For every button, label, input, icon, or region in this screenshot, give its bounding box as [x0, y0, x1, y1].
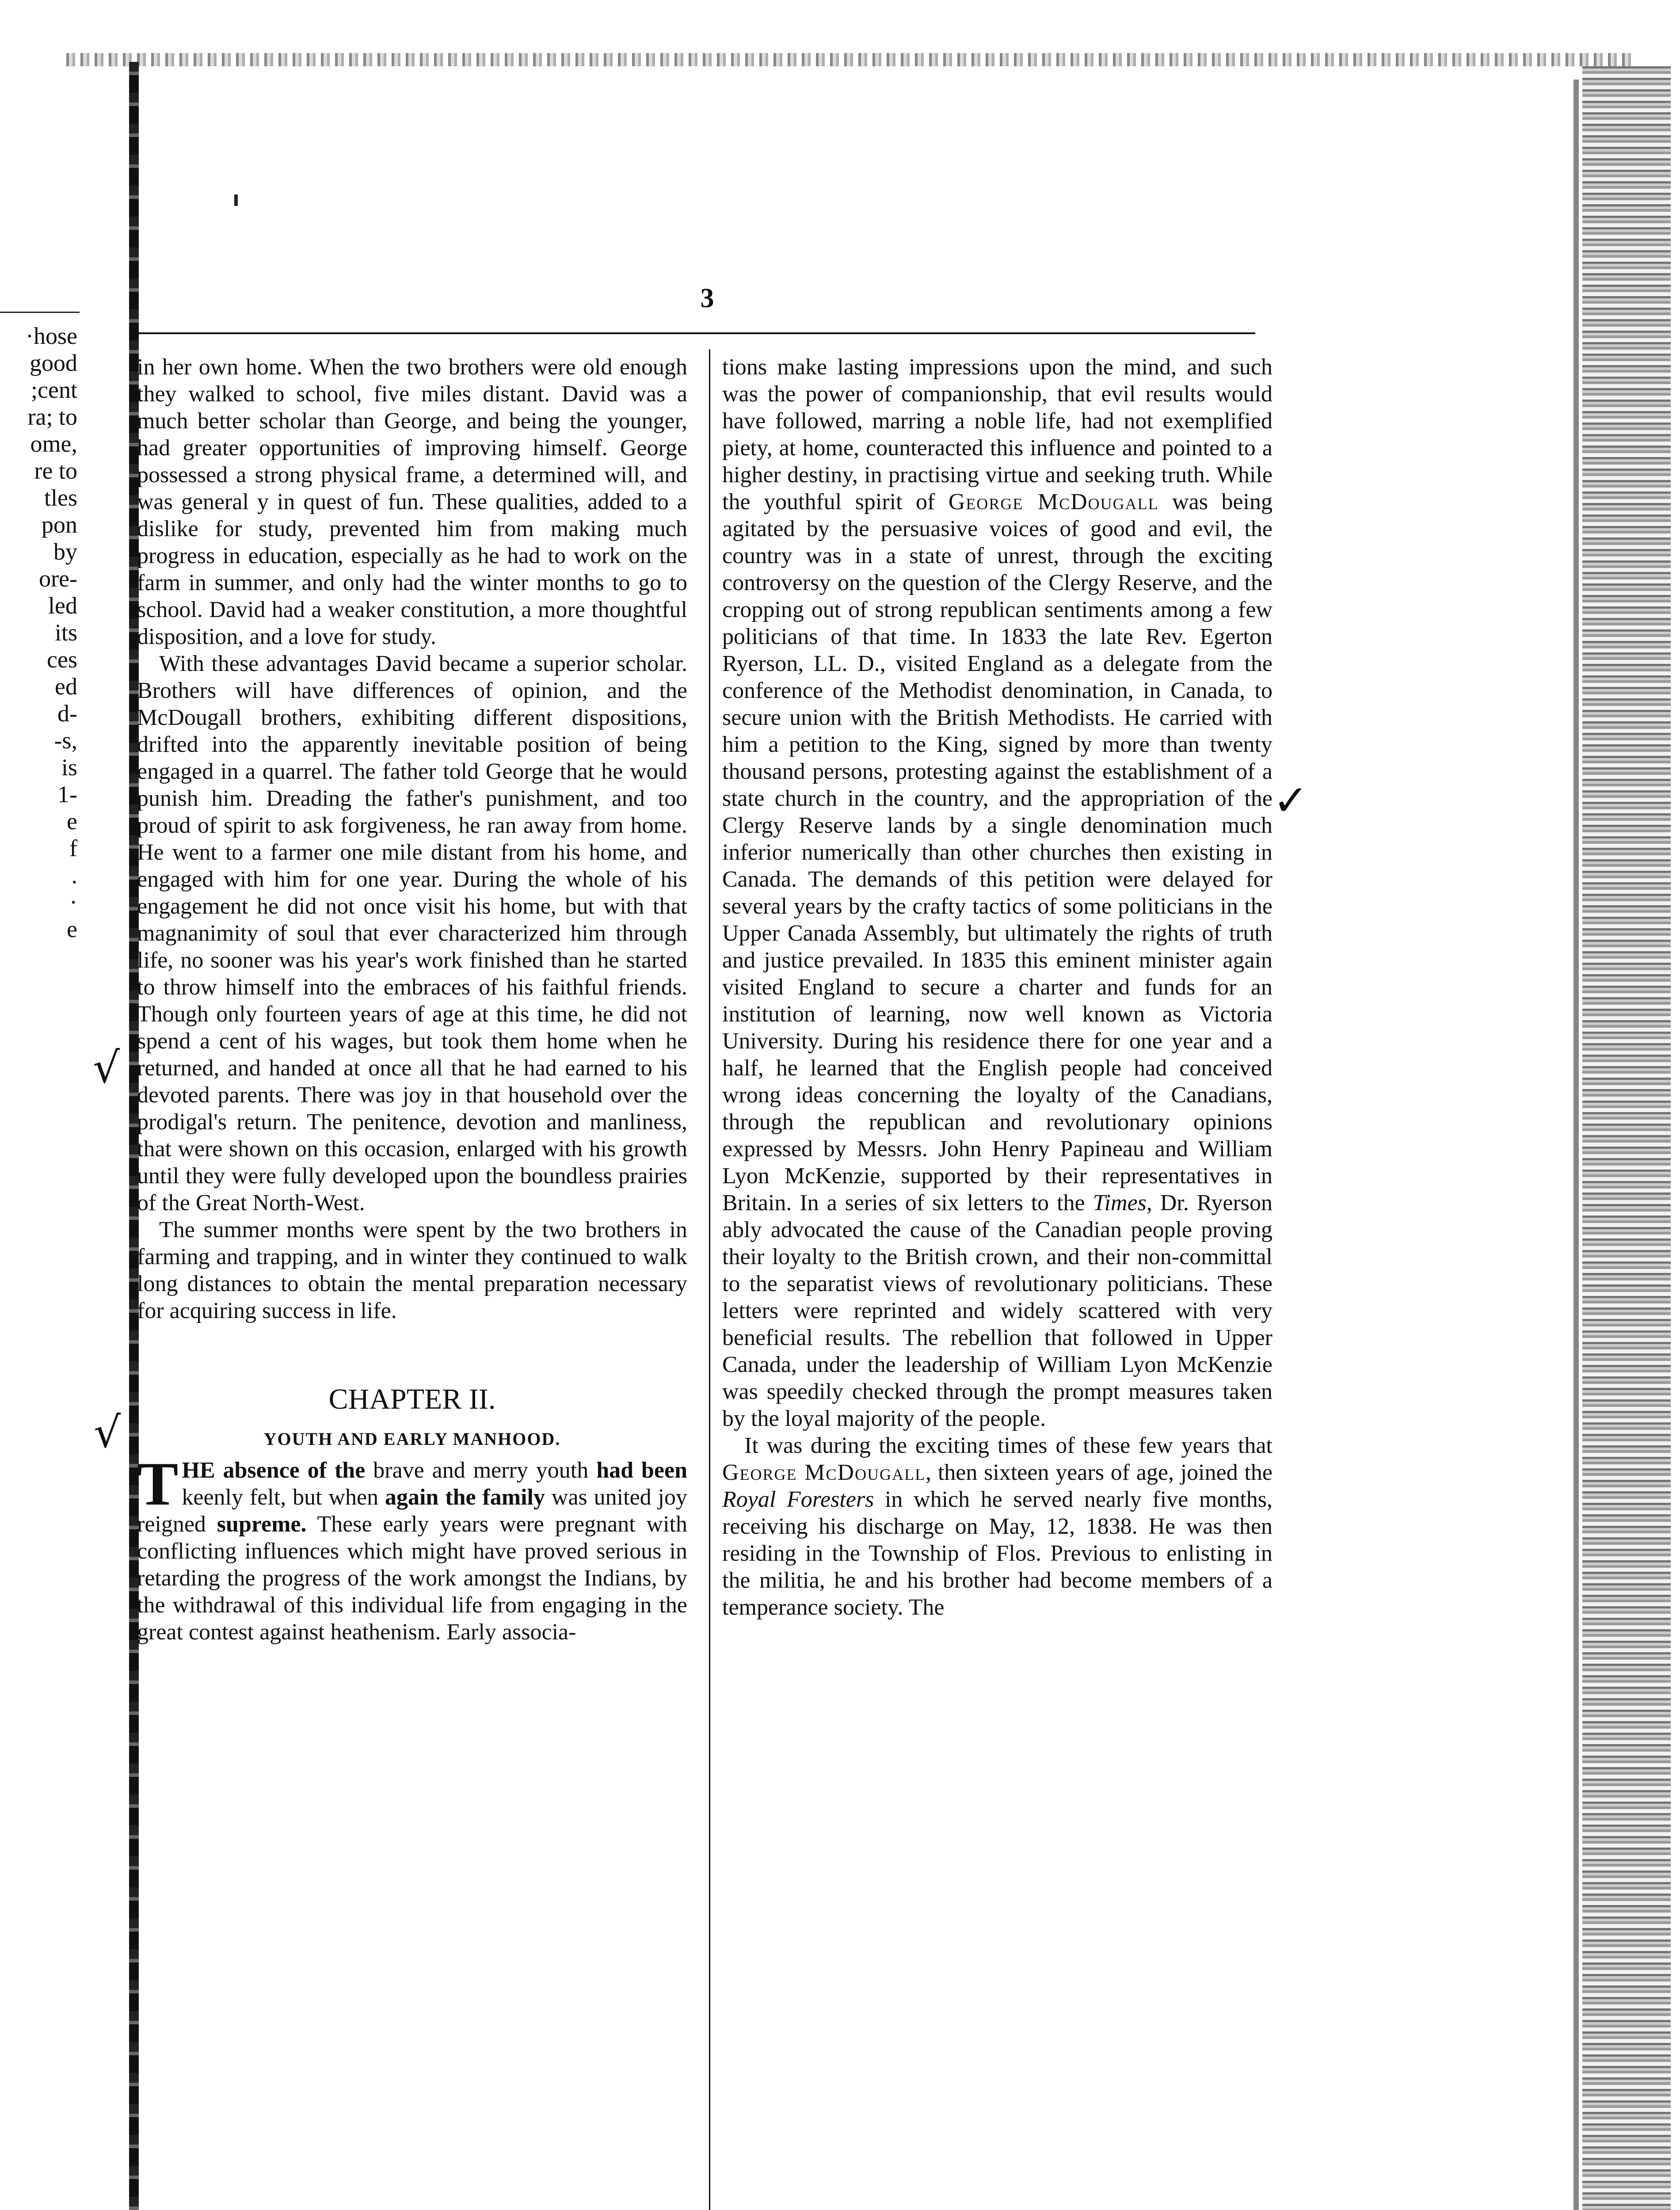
scan-edge-right: [1582, 66, 1671, 2210]
text-run: again the family: [385, 1485, 545, 1510]
text-run: was united joy reigned: [137, 1485, 687, 1537]
scan-edge-top: [66, 53, 1635, 66]
right-column: [722, 354, 1272, 1621]
gutter-fragment: pon: [42, 511, 77, 538]
adjacent-page-fragments: [0, 323, 77, 943]
newspaper-title: Times: [1093, 1190, 1147, 1216]
chapter-title: CHAPTER II.: [328, 1383, 496, 1415]
regiment-name: Royal Foresters: [722, 1487, 874, 1512]
text-run: It was during the exciting times of these few years that: [744, 1433, 1272, 1458]
gutter-fragment: 1-: [57, 781, 77, 808]
drop-cap: T: [137, 1450, 179, 1518]
text-run: supreme.: [217, 1512, 307, 1537]
gutter-fragment: e: [67, 808, 77, 834]
text-run: in which he served nearly five months, receiving his discharge on May, 12, 1838. He was then residing in the Township of Flos. Previous to enlisting in the militia, he and his brother had become members of a temperance society. The: [722, 1487, 1273, 1620]
check-mark-icon: ✓: [1273, 776, 1309, 825]
paragraph: [722, 354, 1272, 1432]
gutter-fragment: re to: [34, 457, 77, 484]
text-run: brave and merry youth: [365, 1458, 597, 1483]
text-run: tions make lasting impressions upon the mind, and such was the power of companionship, that evil results would have followed, marring a noble life, had not exemplified piety, at home, counteracted this influence and pointed to a higher destiny, in practising virtue and seeking truth. While the youthful spirit of: [722, 354, 1272, 514]
gutter-fragment: .: [71, 862, 77, 888]
gutter-fragment: ;cent: [31, 377, 77, 403]
gutter-fragment: ·: [69, 889, 77, 915]
adjacent-page-rule: [0, 312, 80, 313]
chapter-subtitle: YOUTH AND EARLY MANHOOD.: [263, 1429, 561, 1449]
gutter-fragment: ore-: [39, 565, 77, 592]
chapter-opening-paragraph: [137, 1450, 687, 1646]
gutter-fragment: f: [69, 835, 77, 861]
page-edge-line: [1573, 80, 1579, 2210]
text-run: keenly felt, but when: [182, 1485, 385, 1510]
text-run: These early years were pregnant with conflicting influences which might have proved serious in retarding the progress of the work amongst the Indians, by the withdrawal of this individual life from engaging in the great contest against heathenism. Early associa-: [137, 1512, 687, 1645]
speck-mark: [234, 194, 238, 206]
left-column: [137, 354, 687, 1646]
header-rule: [137, 332, 1255, 334]
text-run: had been: [596, 1458, 687, 1483]
text-run: , Dr. Ryerson ably advocated the cause of the Canadian people proving their loyalty to the British crown, and their non-committal to the separatist views of revolutionary politicians. These letters were reprinted and widely scattered with very beneficial results. The rebellion that followed in Upper Canada, under the leadership of William Lyon McKenzie was speedily checked through the prompt measures taken by the loyal majority of the people.: [722, 1190, 1272, 1431]
column-rule: [709, 349, 710, 2210]
person-name: George McDougall: [948, 489, 1159, 514]
gutter-fragment: ome,: [30, 431, 77, 457]
gutter-fragment: good: [30, 350, 77, 376]
text-run: was being agitated by the persuasive voices of good and evil, the country was in a state of unrest, through the exciting controversy on the question of the Clergy Reserve, and the cropping out of strong republican sentiments among a few politicians of that time. In 1833 the late Rev. Egerton Ryerson, LL. D., visited England as a delegate from the conference of the Methodist denomination, in Canada, to secure union with the British Methodists. He carried with him a petition to the King, signed by more than twenty thousand persons, protesting against the establishment of a state church in the country, and the appropriation of the Clergy Reserve lands by a single denomination much inferior numerically than other churches then existing in Canada. The demands of this petition were delayed for several years by the crafty tactics of some politicians in the Upper Canada Assembly, but ultimately the rights of truth and justice prevailed. In 1835 this eminent minister again visited England to secure a charter and funds for an institution of learning, now well known as Victoria University. During his residence there for one year and a half, he learned that the English people had conceived wrong ideas concerning the loyalty of the Canadians, through the republican and revolutionary opinions expressed by Messrs. John Henry Papineau and William Lyon McKenzie, supported by their representatives in Britain. In a series of six letters to the: [722, 489, 1272, 1216]
gutter-fragment: led: [48, 592, 77, 619]
gutter-fragment: tles: [44, 484, 77, 511]
paragraph: in her own home. When the two brothers were old enough they walked to school, five miles distant. David was a much better scholar than George, and being the younger, had greater opportunities of improving himself. George possessed a strong physical frame, a determined will, and was general y in quest of fun. These qualities, added to a dislike for study, prevented him from making much progress in education, especially as he had to work on the farm in summer, and only had the winter months to go to school. David had a weaker constitution, a more thoughtful disposition, and a love for study.: [137, 354, 687, 649]
gutter-fragment: ·hose: [26, 323, 77, 349]
text-run: HE absence of the: [182, 1458, 366, 1483]
gutter-fragment: -s,: [54, 727, 77, 754]
gutter-fragment: d-: [57, 700, 77, 727]
paragraph: [722, 1432, 1272, 1621]
paragraph: With these advantages David became a superior scholar. Brothers will have differences of opinion, and the McDougall brothers, exhibiting different dispositions, drifted into the apparently inevitable position of being engaged in a quarrel. The father told George that he would punish him. Dreading the father's punishment, and too proud of spirit to ask forgiveness, he ran away from home. He went to a farmer one mile distant from his home, and engaged with him for one year. During the whole of his engagement he did not once visit his home, but with that magnanimity of soul that ever characterized him through life, no sooner was his year's work finished than he started to throw himself into the embraces of his faithful friends. Though only fourteen years of age at this time, he did not spend a cent of his wages, but took them home when he returned, and handed at once all that he had earned to his devoted parents. There was joy in that household over the prodigal's return. The penitence, devotion and manliness, that were shown on this occasion, enlarged with his growth until they were fully developed upon the boundless prairies of the Great North-West.: [137, 651, 687, 1216]
gutter-fragment: ces: [47, 646, 77, 673]
person-name: George McDougall: [722, 1460, 926, 1485]
check-mark-icon: √: [94, 1408, 121, 1457]
page-number: 3: [700, 283, 714, 313]
gutter-fragment: e: [67, 916, 77, 942]
gutter-fragment: is: [61, 754, 77, 781]
gutter-fragment: ed: [55, 673, 77, 700]
text-run: , then sixteen years of age, joined the: [926, 1460, 1272, 1485]
paragraph: The summer months were spent by the two brothers in farming and trapping, and in winter they continued to walk long distances to obtain the mental preparation necessary for acquiring success in life.: [137, 1217, 687, 1323]
gutter-fragment: ra; to: [27, 404, 77, 430]
gutter-fragment: its: [54, 619, 77, 646]
check-mark-icon: √: [93, 1043, 120, 1093]
gutter-fragment: by: [53, 538, 77, 565]
